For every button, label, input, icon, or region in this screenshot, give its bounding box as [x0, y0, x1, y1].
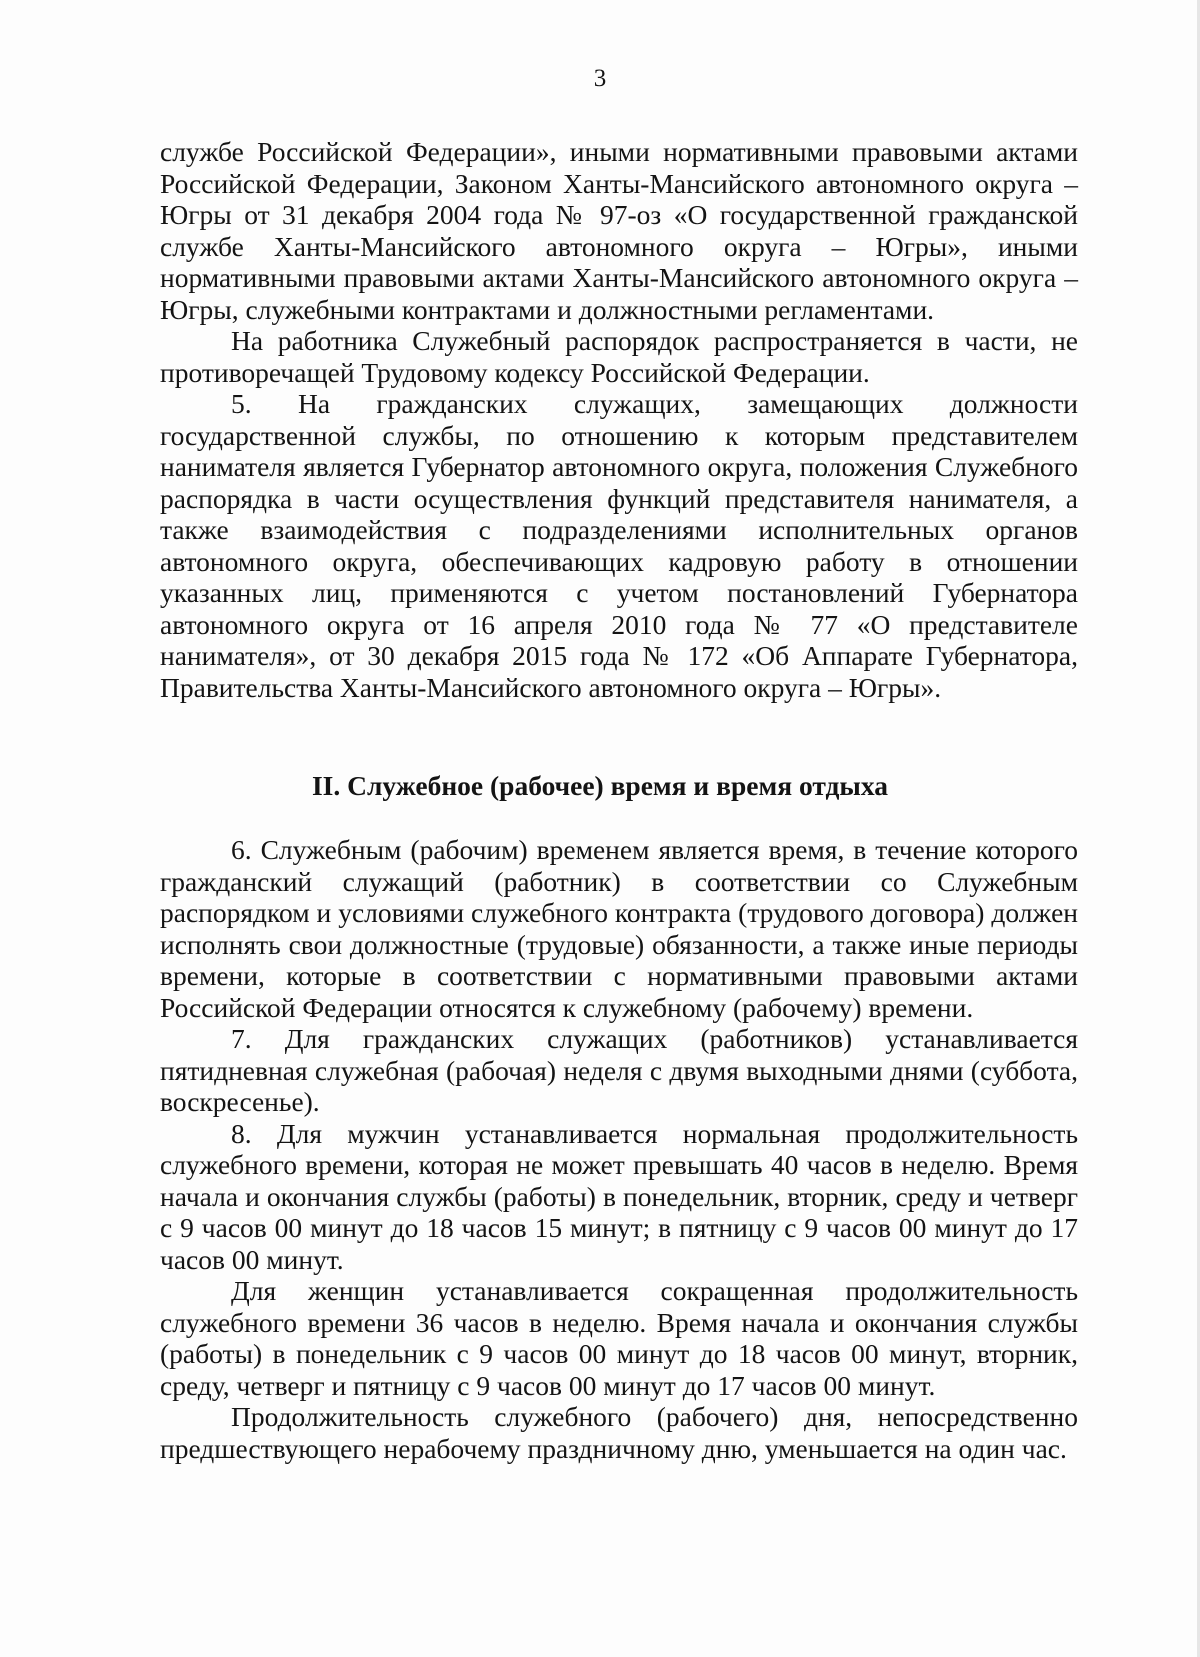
paragraph-pre-holiday: Продолжительность служебного (рабочего) дня, непосредственно предшествующего нерабочему праздничному дню, уменьшается на один час. [160, 1401, 1078, 1464]
paragraph-item-8: 8. Для мужчин устанавливается нормальная продолжительность служебного времени, которая не может превышать 40 часов в неделю. Время начала и окончания службы (работы) в понедельник, вторник, среду и четверг с 9 часов 00 минут до 18 часов 15 минут; в пятницу с 9 часов 00 минут до 17 часов 00 минут. [160, 1117, 1078, 1275]
paragraph-item-6: 6. Служебным (рабочим) временем является время, в течение которого гражданский служащий (работник) в соответствии со Служебным распорядком и условиями служебного контракта (трудового договора) должен исполнять свои должностные (трудовые) обязанности, а также иные периоды времени, которые в соответствии с нормативными правовыми актами Российской Федерации относятся к служебному (рабочему) времени. [160, 834, 1078, 1023]
paragraph-continuation: службе Российской Федерации», иными нормативными правовыми актами Российской Федерации, Законом Ханты-Мансийского автономного округа – Югры от 31 декабря 2004 года № 97-оз «О государственной гражданской службе Ханты-Мансийского автономного округа – Югры», иными нормативными правовыми актами Ханты-Мансийского автономного округа – Югры, служебными контрактами и должностными регламентами. [160, 136, 1078, 325]
paragraph-employee-scope: На работника Служебный распорядок распространяется в части, не противоречащей Трудовому кодексу Российской Федерации. [160, 325, 1078, 388]
paragraph-item-7: 7. Для гражданских служащих (работников) устанавливается пятидневная служебная (рабочая) неделя с двумя выходными днями (суббота, воскресенье). [160, 1023, 1078, 1117]
section-1-text [160, 136, 1078, 703]
page-number: 3 [593, 65, 607, 92]
section-heading: II. Служебное (рабочее) время и время отдыха [311, 770, 889, 801]
paragraph-item-5: 5. На гражданских служащих, замещающих должности государственной службы, по отношению к которым представителем нанимателя является Губернатор автономного округа, положения Служебного распорядка в части осуществления функций представителя нанимателя, а также взаимодействия с подразделениями исполнительных органов автономного округа, обеспечивающих кадровую работу в отношении указанных лиц, применяются с учетом постановлений Губернатора автономного округа от 16 апреля 2010 года № 77 «О представителе нанимателя», от 30 декабря 2015 года № 172 «Об Аппарате Губернатора, Правительства Ханты-Мансийского автономного округа – Югры». [160, 388, 1078, 703]
section-2-text [160, 834, 1078, 1464]
paragraph-women-hours: Для женщин устанавливается сокращенная продолжительность служебного времени 36 часов в неделю. Время начала и окончания службы (работы) в понедельник с 9 часов 00 минут до 18 часов 00 минут, вторник, среду, четверг и пятницу с 9 часов 00 минут до 17 часов 00 минут. [160, 1275, 1078, 1401]
